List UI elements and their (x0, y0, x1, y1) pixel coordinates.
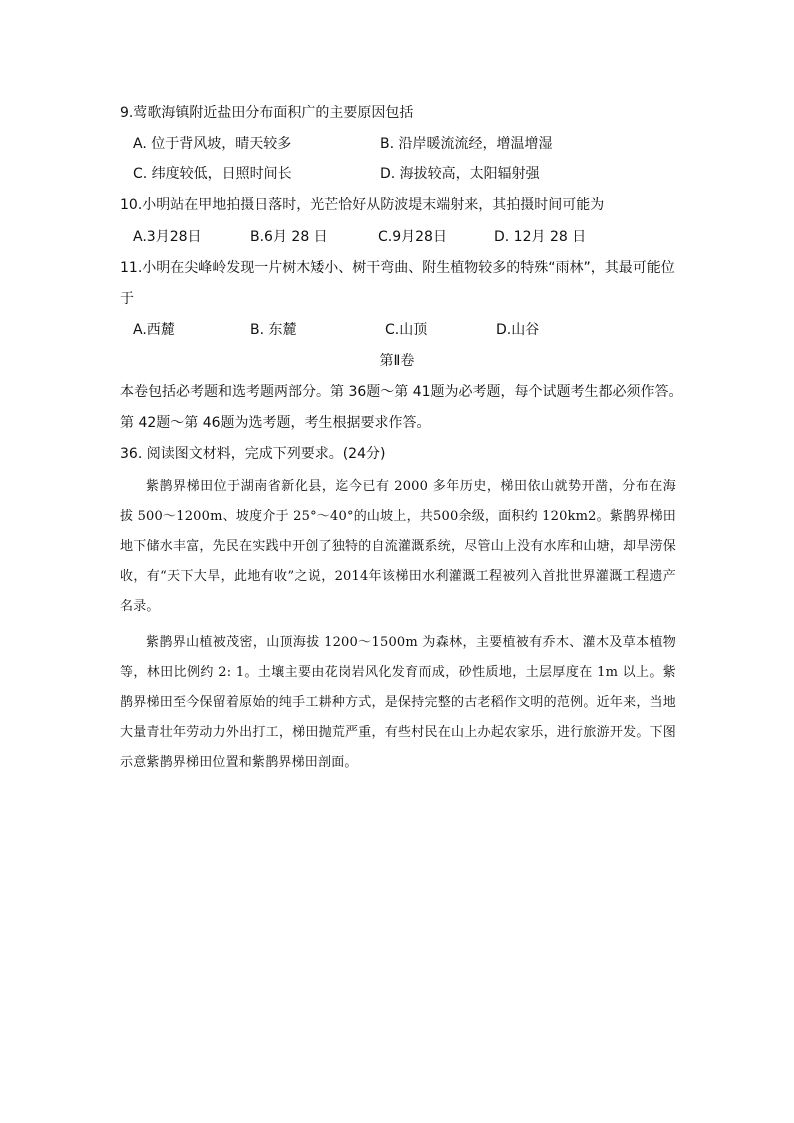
q10-option-b: B.6月 28 日 (250, 229, 328, 245)
q9-stem: 9.莺歌海镇附近盐田分布面积广的主要原因包括 (120, 105, 414, 121)
section-title: 第Ⅱ卷 (379, 353, 415, 369)
q10-option-a: A.3月28日 (133, 229, 202, 245)
q36-material (120, 472, 676, 778)
q9-option-a: A. 位于背风坡，晴天较多 (133, 136, 292, 152)
section-intro-line1: 本卷包括必考题和选考题两部分。第 36题～第 41题为必考题，每个试题考生都必须作答。 (120, 384, 683, 400)
q10-stem: 10.小明站在甲地拍摄日落时，光芒恰好从防波堤末端射来，其拍摄时间可能为 (120, 197, 605, 213)
q11-option-d: D.山谷 (496, 322, 540, 338)
q11-option-c: C.山顶 (385, 322, 428, 338)
q9-option-b: B. 沿岸暖流流经，增温增湿 (380, 136, 553, 152)
section-intro-line2: 第 42题～第 46题为选考题，考生根据要求作答。 (120, 415, 431, 431)
q9-option-c: C. 纬度较低，日照时间长 (133, 166, 292, 182)
q36-stem: 36. 阅读图文材料，完成下列要求。(24分) (120, 446, 386, 462)
q11-option-a: A.西麓 (133, 322, 175, 338)
q10-option-c: C.9月28日 (378, 229, 447, 245)
q10-option-d: D. 12月 28 日 (494, 229, 587, 245)
q36-paragraph-2: 紫鹊界山植被茂密，山顶海拔 1200～1500m 为森林，主要植被有乔木、灌木及草本植物等，林田比例约 2: 1。土壤主要由花岗岩风化发育而成，砂性质地，土层厚度在 1m 以上。紫鹊界梯田至今保留着原始的纯手工耕种方式，是保持完整的古老稻作文明的范例。近年来，当地大量青壮年劳动力外出打工，梯田抛荒严重，有些村民在山上办起农家乐，进行旅游开发。下图示意紫鹊界梯田位置和紫鹊界梯田剖面。 (120, 635, 676, 770)
q11-option-b: B. 东麓 (250, 322, 297, 338)
q9-option-d: D. 海拔较高，太阳辐射强 (380, 166, 540, 182)
q36-paragraph-1: 紫鹊界梯田位于湖南省新化县，迄今已有 2000 多年历史，梯田依山就势开凿，分布在海拔 500～1200m、坡度介于 25°～40°的山坡上，共500余级，面积约 120km2。紫鹊界梯田地下储水丰富，先民在实践中开创了独特的自流灌溉系统，尽管山上没有水库和山塘，却旱涝保收，有“天下大旱，此地有收”之说，2014年该梯田水利灌溉工程被列入首批世界灌溉工程遗产名录。 (120, 479, 676, 614)
q11-stem-line1: 11.小明在尖峰岭发现一片树木矮小、树干弯曲、附生植物较多的特殊“雨林”，其最可能位 (120, 260, 675, 276)
q11-stem-line2: 于 (120, 291, 134, 307)
